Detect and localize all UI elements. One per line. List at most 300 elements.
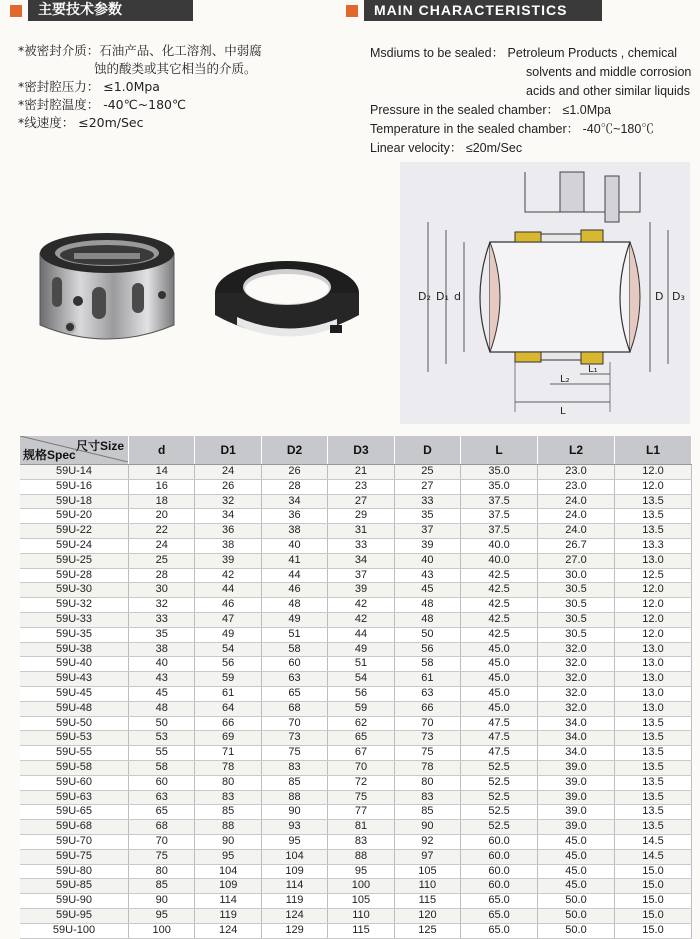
table-row (20, 908, 692, 923)
table-header-row (20, 436, 692, 465)
value-cell: 12.0 (614, 583, 691, 598)
value-cell: 75 (328, 790, 394, 805)
value-cell: 49 (261, 612, 327, 627)
value-cell: 83 (394, 790, 460, 805)
col-header-D3: D3 (328, 436, 394, 465)
value-cell: 27 (328, 494, 394, 509)
value-cell: 83 (261, 760, 327, 775)
value-cell: 114 (261, 879, 327, 894)
value-cell: 13.5 (614, 775, 691, 790)
spec-table-body (20, 465, 692, 939)
value-cell: 13.0 (614, 672, 691, 687)
table-row (20, 465, 692, 480)
col-header-L1: L1 (614, 436, 691, 465)
table-row (20, 731, 692, 746)
en-section-title: MAIN CHARACTERISTICS (364, 0, 602, 21)
value-cell: 13.0 (614, 642, 691, 657)
value-cell: 39.0 (538, 775, 615, 790)
value-cell: 26 (261, 465, 327, 480)
value-cell: 13.5 (614, 524, 691, 539)
value-cell: 45 (129, 686, 195, 701)
value-cell: 60.0 (461, 864, 538, 879)
value-cell: 13.5 (614, 790, 691, 805)
table-row (20, 479, 692, 494)
value-cell: 61 (394, 672, 460, 687)
seal-cross-section-drawing (400, 162, 690, 424)
value-cell: 42.5 (461, 598, 538, 613)
value-cell: 16 (129, 479, 195, 494)
value-cell: 42 (328, 612, 394, 627)
value-cell: 34.0 (538, 746, 615, 761)
spec-cell: 59U-30 (20, 583, 129, 598)
table-row (20, 672, 692, 687)
table-row (20, 583, 692, 598)
value-cell: 24.0 (538, 494, 615, 509)
cn-speed: *线速度： ≤20m/Sec (18, 115, 144, 130)
col-header-L: L (461, 436, 538, 465)
mechanical-seal-photo (32, 215, 362, 365)
value-cell: 78 (195, 760, 261, 775)
spec-cell: 59U-48 (20, 701, 129, 716)
value-cell: 78 (394, 760, 460, 775)
value-cell: 13.5 (614, 820, 691, 835)
value-cell: 88 (328, 849, 394, 864)
value-cell: 58 (129, 760, 195, 775)
col-header-L2: L2 (538, 436, 615, 465)
value-cell: 50.0 (538, 923, 615, 938)
table-row (20, 553, 692, 568)
value-cell: 50 (394, 627, 460, 642)
value-cell: 39.0 (538, 790, 615, 805)
label-D: D (655, 290, 664, 303)
value-cell: 52.5 (461, 760, 538, 775)
value-cell: 68 (129, 820, 195, 835)
orange-square-icon (10, 5, 22, 17)
spec-cell: 59U-24 (20, 538, 129, 553)
spec-cell: 59U-95 (20, 908, 129, 923)
value-cell: 100 (129, 923, 195, 938)
spec-cell: 59U-55 (20, 746, 129, 761)
value-cell: 23.0 (538, 465, 615, 480)
value-cell: 97 (394, 849, 460, 864)
spec-cell: 59U-65 (20, 805, 129, 820)
value-cell: 28 (261, 479, 327, 494)
value-cell: 85 (261, 775, 327, 790)
value-cell: 30.5 (538, 598, 615, 613)
en-velocity: Linear velocity： ≤20m/Sec (370, 141, 523, 155)
value-cell: 25 (129, 553, 195, 568)
table-row (20, 849, 692, 864)
value-cell: 52.5 (461, 820, 538, 835)
value-cell: 40.0 (461, 538, 538, 553)
value-cell: 31 (328, 524, 394, 539)
value-cell: 72 (328, 775, 394, 790)
value-cell: 15.0 (614, 864, 691, 879)
value-cell: 85 (129, 879, 195, 894)
value-cell: 30.5 (538, 583, 615, 598)
value-cell: 40 (129, 657, 195, 672)
value-cell: 40.0 (461, 553, 538, 568)
value-cell: 42 (195, 568, 261, 583)
value-cell: 37.5 (461, 524, 538, 539)
table-row (20, 627, 692, 642)
spec-cell: 59U-50 (20, 716, 129, 731)
value-cell: 110 (328, 908, 394, 923)
value-cell: 58 (394, 657, 460, 672)
table-row (20, 879, 692, 894)
value-cell: 47.5 (461, 731, 538, 746)
label-L: L (560, 406, 566, 417)
value-cell: 12.0 (614, 479, 691, 494)
value-cell: 15.0 (614, 923, 691, 938)
value-cell: 33 (328, 538, 394, 553)
value-cell: 35 (394, 509, 460, 524)
table-row (20, 790, 692, 805)
value-cell: 125 (394, 923, 460, 938)
spec-cell: 59U-32 (20, 598, 129, 613)
en-pressure: Pressure in the sealed chamber： ≤1.0Mpa (370, 103, 612, 117)
value-cell: 34 (261, 494, 327, 509)
table-row (20, 538, 692, 553)
value-cell: 42.5 (461, 568, 538, 583)
value-cell: 30.0 (538, 568, 615, 583)
value-cell: 32.0 (538, 686, 615, 701)
value-cell: 62 (328, 716, 394, 731)
value-cell: 37.5 (461, 509, 538, 524)
value-cell: 47.5 (461, 716, 538, 731)
table-row (20, 820, 692, 835)
value-cell: 15.0 (614, 879, 691, 894)
value-cell: 18 (129, 494, 195, 509)
value-cell: 109 (195, 879, 261, 894)
value-cell: 39 (328, 583, 394, 598)
value-cell: 13.5 (614, 746, 691, 761)
value-cell: 56 (328, 686, 394, 701)
value-cell: 14 (129, 465, 195, 480)
value-cell: 42.5 (461, 612, 538, 627)
value-cell: 34.0 (538, 716, 615, 731)
value-cell: 50.0 (538, 908, 615, 923)
value-cell: 119 (261, 894, 327, 909)
value-cell: 24.0 (538, 524, 615, 539)
value-cell: 56 (394, 642, 460, 657)
value-cell: 37 (328, 568, 394, 583)
col-header-D2: D2 (261, 436, 327, 465)
value-cell: 59 (328, 701, 394, 716)
value-cell: 64 (195, 701, 261, 716)
cn-medium-value-cont: 蚀的酸类或其它相当的介质。 (94, 61, 257, 76)
value-cell: 45.0 (538, 879, 615, 894)
value-cell: 92 (394, 834, 460, 849)
value-cell: 69 (195, 731, 261, 746)
corner-size-label: 尺寸Size (75, 439, 124, 453)
value-cell: 110 (394, 879, 460, 894)
table-row (20, 642, 692, 657)
value-cell: 39 (394, 538, 460, 553)
value-cell: 33 (129, 612, 195, 627)
value-cell: 100 (328, 879, 394, 894)
value-cell: 39.0 (538, 760, 615, 775)
cn-pressure: *密封腔压力： ≤1.0Mpa (18, 79, 160, 94)
value-cell: 13.5 (614, 731, 691, 746)
value-cell: 80 (129, 864, 195, 879)
value-cell: 66 (195, 716, 261, 731)
value-cell: 14.5 (614, 849, 691, 864)
spec-table (20, 436, 692, 939)
value-cell: 60.0 (461, 879, 538, 894)
table-row (20, 775, 692, 790)
value-cell: 124 (195, 923, 261, 938)
value-cell: 15.0 (614, 894, 691, 909)
value-cell: 49 (195, 627, 261, 642)
value-cell: 65 (129, 805, 195, 820)
value-cell: 75 (129, 849, 195, 864)
value-cell: 28 (129, 568, 195, 583)
value-cell: 34 (195, 509, 261, 524)
value-cell: 42.5 (461, 583, 538, 598)
value-cell: 115 (394, 894, 460, 909)
value-cell: 70 (328, 760, 394, 775)
value-cell: 15.0 (614, 908, 691, 923)
value-cell: 105 (328, 894, 394, 909)
en-medium-cont-1: solvents and middle corrosion (526, 65, 692, 79)
value-cell: 65 (261, 686, 327, 701)
value-cell: 63 (261, 672, 327, 687)
value-cell: 22 (129, 524, 195, 539)
value-cell: 48 (129, 701, 195, 716)
value-cell: 43 (129, 672, 195, 687)
value-cell: 67 (328, 746, 394, 761)
value-cell: 104 (261, 849, 327, 864)
col-header-D1: D1 (195, 436, 261, 465)
value-cell: 109 (261, 864, 327, 879)
table-row (20, 524, 692, 539)
value-cell: 95 (261, 834, 327, 849)
spec-cell: 59U-33 (20, 612, 129, 627)
value-cell: 24.0 (538, 509, 615, 524)
value-cell: 81 (328, 820, 394, 835)
value-cell: 13.5 (614, 805, 691, 820)
table-row (20, 746, 692, 761)
value-cell: 13.5 (614, 716, 691, 731)
value-cell: 32 (129, 598, 195, 613)
value-cell: 46 (195, 598, 261, 613)
value-cell: 39.0 (538, 820, 615, 835)
value-cell: 56 (195, 657, 261, 672)
value-cell: 46 (261, 583, 327, 598)
spec-cell: 59U-60 (20, 775, 129, 790)
spec-cell: 59U-100 (20, 923, 129, 938)
label-d: d (454, 290, 461, 303)
value-cell: 50 (129, 716, 195, 731)
value-cell: 12.0 (614, 612, 691, 627)
value-cell: 52.5 (461, 805, 538, 820)
value-cell: 48 (261, 598, 327, 613)
spec-cell: 59U-53 (20, 731, 129, 746)
value-cell: 80 (195, 775, 261, 790)
value-cell: 14.5 (614, 834, 691, 849)
value-cell: 34 (328, 553, 394, 568)
value-cell: 12.0 (614, 465, 691, 480)
value-cell: 45.0 (538, 834, 615, 849)
value-cell: 29 (328, 509, 394, 524)
value-cell: 32.0 (538, 642, 615, 657)
value-cell: 35.0 (461, 465, 538, 480)
table-row (20, 894, 692, 909)
value-cell: 13.5 (614, 760, 691, 775)
value-cell: 47.5 (461, 746, 538, 761)
value-cell: 37.5 (461, 494, 538, 509)
en-temperature: Temperature in the sealed chamber： -40℃~180℃ (370, 122, 654, 136)
value-cell: 36 (261, 509, 327, 524)
label-D2: D₂ (418, 290, 431, 303)
en-medium-cont-2: acids and other similar liquids (526, 84, 690, 98)
value-cell: 30.5 (538, 627, 615, 642)
value-cell: 119 (195, 908, 261, 923)
cn-medium-value: 石油产品、化工溶剂、中弱腐 (99, 43, 262, 58)
table-row (20, 701, 692, 716)
value-cell: 13.5 (614, 494, 691, 509)
value-cell: 23.0 (538, 479, 615, 494)
value-cell: 45 (394, 583, 460, 598)
value-cell: 75 (261, 746, 327, 761)
value-cell: 32 (195, 494, 261, 509)
value-cell: 39.0 (538, 805, 615, 820)
value-cell: 44 (195, 583, 261, 598)
value-cell: 52.5 (461, 790, 538, 805)
label-D1: D₁ (436, 290, 449, 303)
value-cell: 60.0 (461, 834, 538, 849)
value-cell: 30.5 (538, 612, 615, 627)
value-cell: 40 (394, 553, 460, 568)
orange-square-icon (346, 5, 358, 17)
value-cell: 42.5 (461, 627, 538, 642)
spec-cell: 59U-25 (20, 553, 129, 568)
value-cell: 75 (394, 746, 460, 761)
value-cell: 23 (328, 479, 394, 494)
value-cell: 51 (261, 627, 327, 642)
value-cell: 90 (394, 820, 460, 835)
spec-cell: 59U-18 (20, 494, 129, 509)
value-cell: 33 (394, 494, 460, 509)
col-header-d: d (129, 436, 195, 465)
spec-cell: 59U-80 (20, 864, 129, 879)
value-cell: 45.0 (461, 701, 538, 716)
spec-cell: 59U-70 (20, 834, 129, 849)
value-cell: 30 (129, 583, 195, 598)
value-cell: 51 (328, 657, 394, 672)
spec-cell: 59U-28 (20, 568, 129, 583)
spec-cell: 59U-85 (20, 879, 129, 894)
value-cell: 37 (394, 524, 460, 539)
spec-cell: 59U-90 (20, 894, 129, 909)
value-cell: 70 (394, 716, 460, 731)
spec-cell: 59U-14 (20, 465, 129, 480)
spec-cell: 59U-63 (20, 790, 129, 805)
table-row (20, 509, 692, 524)
value-cell: 44 (328, 627, 394, 642)
table-row (20, 494, 692, 509)
value-cell: 114 (195, 894, 261, 909)
value-cell: 13.0 (614, 686, 691, 701)
spec-cell: 59U-58 (20, 760, 129, 775)
value-cell: 13.0 (614, 701, 691, 716)
value-cell: 124 (261, 908, 327, 923)
value-cell: 80 (394, 775, 460, 790)
value-cell: 13.0 (614, 553, 691, 568)
value-cell: 120 (394, 908, 460, 923)
value-cell: 38 (261, 524, 327, 539)
cn-specs (18, 42, 328, 132)
spec-cell: 59U-22 (20, 524, 129, 539)
table-row (20, 612, 692, 627)
value-cell: 24 (129, 538, 195, 553)
value-cell: 65 (328, 731, 394, 746)
value-cell: 12.0 (614, 627, 691, 642)
value-cell: 70 (129, 834, 195, 849)
value-cell: 38 (129, 642, 195, 657)
value-cell: 21 (328, 465, 394, 480)
table-corner-header (20, 436, 129, 465)
value-cell: 71 (195, 746, 261, 761)
value-cell: 85 (195, 805, 261, 820)
value-cell: 93 (261, 820, 327, 835)
value-cell: 13.3 (614, 538, 691, 553)
value-cell: 49 (328, 642, 394, 657)
spec-cell: 59U-20 (20, 509, 129, 524)
label-L1: L₁ (588, 364, 598, 375)
table-row (20, 805, 692, 820)
value-cell: 60 (261, 657, 327, 672)
value-cell: 32.0 (538, 701, 615, 716)
table-row (20, 834, 692, 849)
value-cell: 60 (129, 775, 195, 790)
value-cell: 83 (328, 834, 394, 849)
value-cell: 25 (394, 465, 460, 480)
value-cell: 58 (261, 642, 327, 657)
spec-cell: 59U-45 (20, 686, 129, 701)
value-cell: 45.0 (461, 672, 538, 687)
label-D3: D₃ (672, 290, 685, 303)
value-cell: 55 (129, 746, 195, 761)
value-cell: 45.0 (461, 657, 538, 672)
value-cell: 40 (261, 538, 327, 553)
value-cell: 54 (328, 672, 394, 687)
spec-cell: 59U-40 (20, 657, 129, 672)
value-cell: 12.5 (614, 568, 691, 583)
spec-cell: 59U-75 (20, 849, 129, 864)
cn-temperature: *密封腔温度： -40℃~180℃ (18, 97, 187, 112)
value-cell: 43 (394, 568, 460, 583)
table-row (20, 686, 692, 701)
value-cell: 41 (261, 553, 327, 568)
value-cell: 68 (261, 701, 327, 716)
value-cell: 36 (195, 524, 261, 539)
table-row (20, 657, 692, 672)
value-cell: 61 (195, 686, 261, 701)
value-cell: 65.0 (461, 923, 538, 938)
value-cell: 65.0 (461, 908, 538, 923)
value-cell: 65.0 (461, 894, 538, 909)
value-cell: 83 (195, 790, 261, 805)
value-cell: 27 (394, 479, 460, 494)
value-cell: 45.0 (461, 642, 538, 657)
cn-section-header (10, 0, 193, 21)
value-cell: 73 (394, 731, 460, 746)
value-cell: 50.0 (538, 894, 615, 909)
corner-spec-label: 规格Spec (23, 448, 76, 462)
value-cell: 13.0 (614, 657, 691, 672)
